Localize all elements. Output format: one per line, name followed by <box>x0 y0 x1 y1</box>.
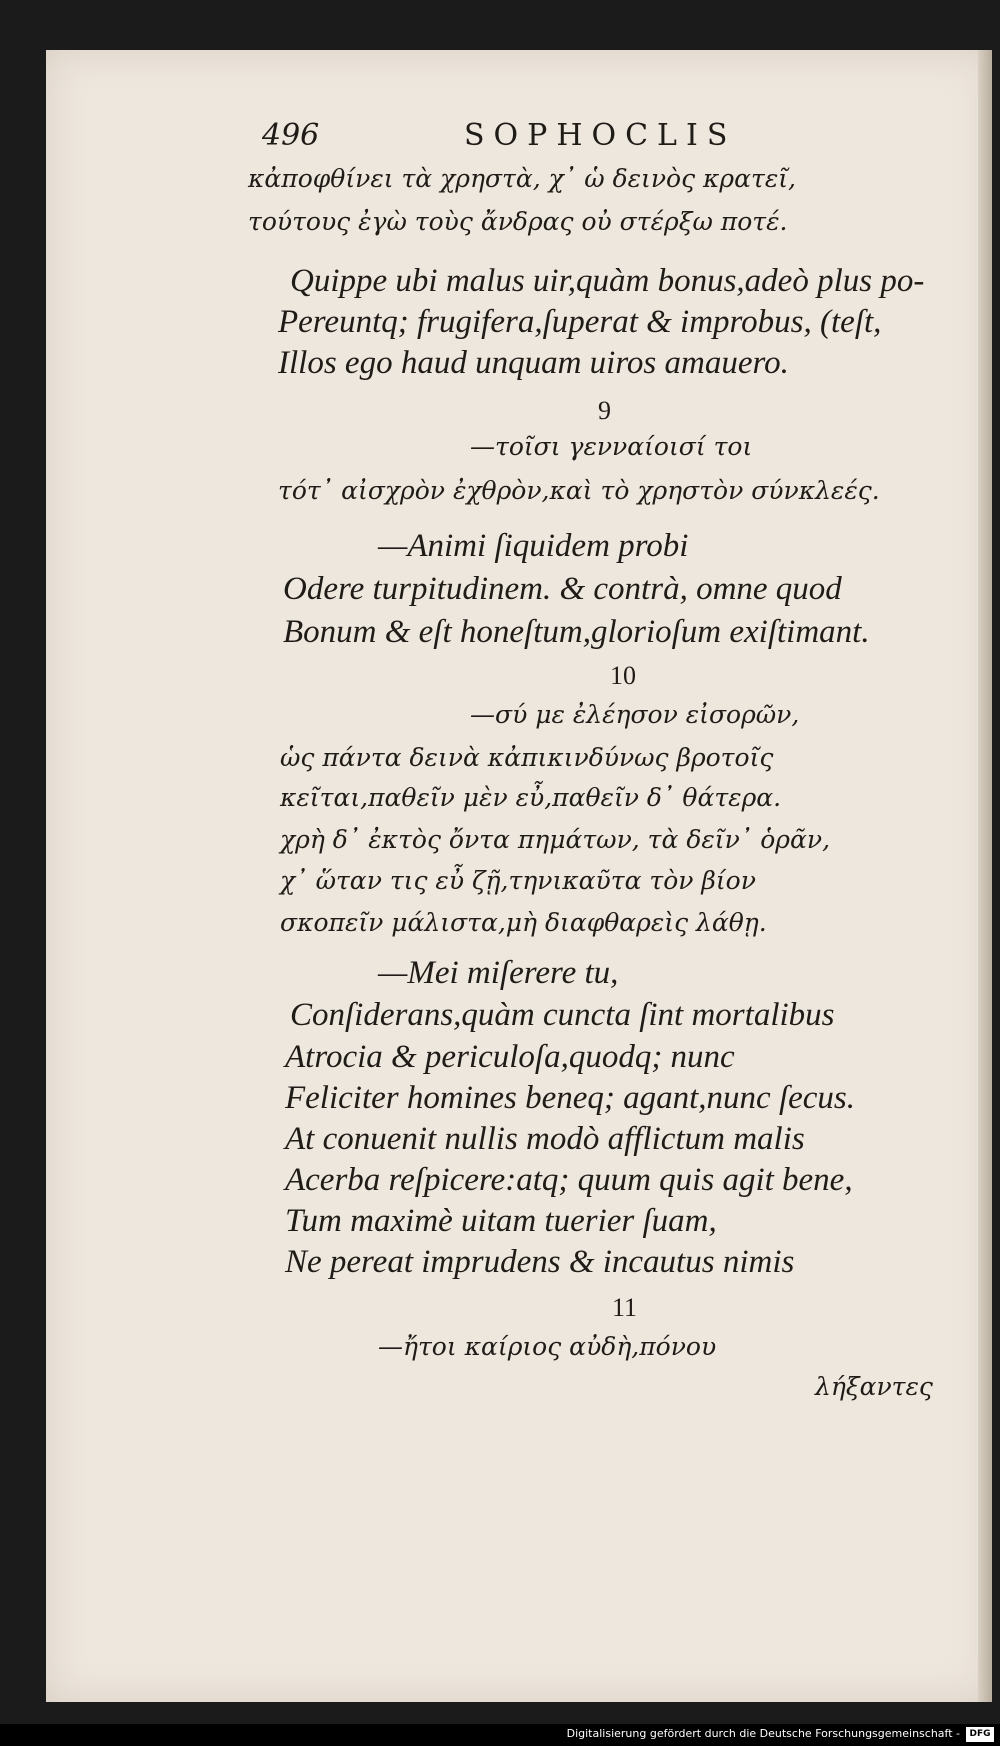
latin-line: Conſiderans,quàm cuncta ſint mortalibus <box>290 997 835 1033</box>
latin-line: —Mei miſerere tu, <box>378 955 619 991</box>
credit-bar <box>0 1724 1000 1746</box>
latin-line: Atrocia & periculoſa,quodq; nunc <box>285 1039 735 1075</box>
catchword: λήξαντες <box>815 1372 933 1401</box>
greek-line: κεῖται,παθεῖν μὲν εὖ,παθεῖν δ᾽ θάτερα. <box>280 783 782 812</box>
fragment-number: 10 <box>610 661 636 690</box>
latin-line: Ne pereat imprudens & incautus nimis <box>285 1244 795 1280</box>
dfg-logo: DFG <box>966 1727 994 1742</box>
running-title: SOPHOCLIS <box>464 118 737 153</box>
latin-line: Odere turpitudinem. & contrà, omne quod <box>283 571 842 607</box>
greek-line: ὡς πάντα δεινὰ κἀπικινδύνως βροτοῖς <box>280 743 774 772</box>
latin-line: Pereuntq; frugifera,ſuperat & improbus, (teſt, <box>278 304 882 340</box>
greek-line: τούτους ἐγὼ τοὺς ἄνδρας οὐ στέρξω ποτέ. <box>248 207 788 236</box>
latin-line: Illos ego haud unquam uiros amauero. <box>278 345 789 381</box>
latin-line: Tum maximè uitam tuerier ſuam, <box>285 1203 717 1239</box>
greek-line: χρὴ δ᾽ ἐκτὸς ὄντα πημάτων, τὰ δεῖν᾽ ὁρᾶν, <box>280 825 831 854</box>
greek-line: χ᾽ ὥταν τις εὖ ζῇ,τηνικαῦτα τὸν βίον <box>280 866 756 895</box>
greek-line: κἀποφθίνει τὰ χρηστὰ, χ᾽ ὡ δεινὸς κρατεῖ, <box>248 164 796 193</box>
greek-line: σκοπεῖν μάλιστα,μὴ διαφθαρεὶς λάθῃ. <box>280 908 767 937</box>
latin-line: —Animi ſiquidem probi <box>378 528 689 564</box>
fragment-number: 9 <box>598 396 611 425</box>
greek-line: —σύ με ἐλέησον εἰσορῶν, <box>470 700 800 729</box>
latin-line: Feliciter homines beneq; agant,nunc ſecus. <box>285 1080 856 1116</box>
page-number: 496 <box>262 118 320 153</box>
latin-line: At conuenit nullis modò afflictum malis <box>285 1121 805 1157</box>
greek-line: —τοῖσι γενναίοισί τοι <box>470 432 753 461</box>
greek-line: τότ᾽ αἰσχρὸν ἐχθρὸν,καὶ τὸ χρηστὸν σύνκλεές. <box>278 476 880 505</box>
latin-line: Bonum & eſt honeſtum,glorioſum exiſtimant. <box>283 614 870 650</box>
page-edge <box>978 50 992 1702</box>
greek-line: —ἤτοι καίριος αὐδὴ,πόνου <box>378 1332 717 1361</box>
latin-line: Quippe ubi malus uir,quàm bonus,adeò plus po- <box>290 263 925 299</box>
latin-line: Acerba reſpicere:atq; quum quis agit bene, <box>285 1162 853 1198</box>
fragment-number: 11 <box>612 1293 638 1322</box>
credit-text: Digitalisierung gefördert durch die Deutsche Forschungsgemeinschaft - <box>566 1727 960 1740</box>
